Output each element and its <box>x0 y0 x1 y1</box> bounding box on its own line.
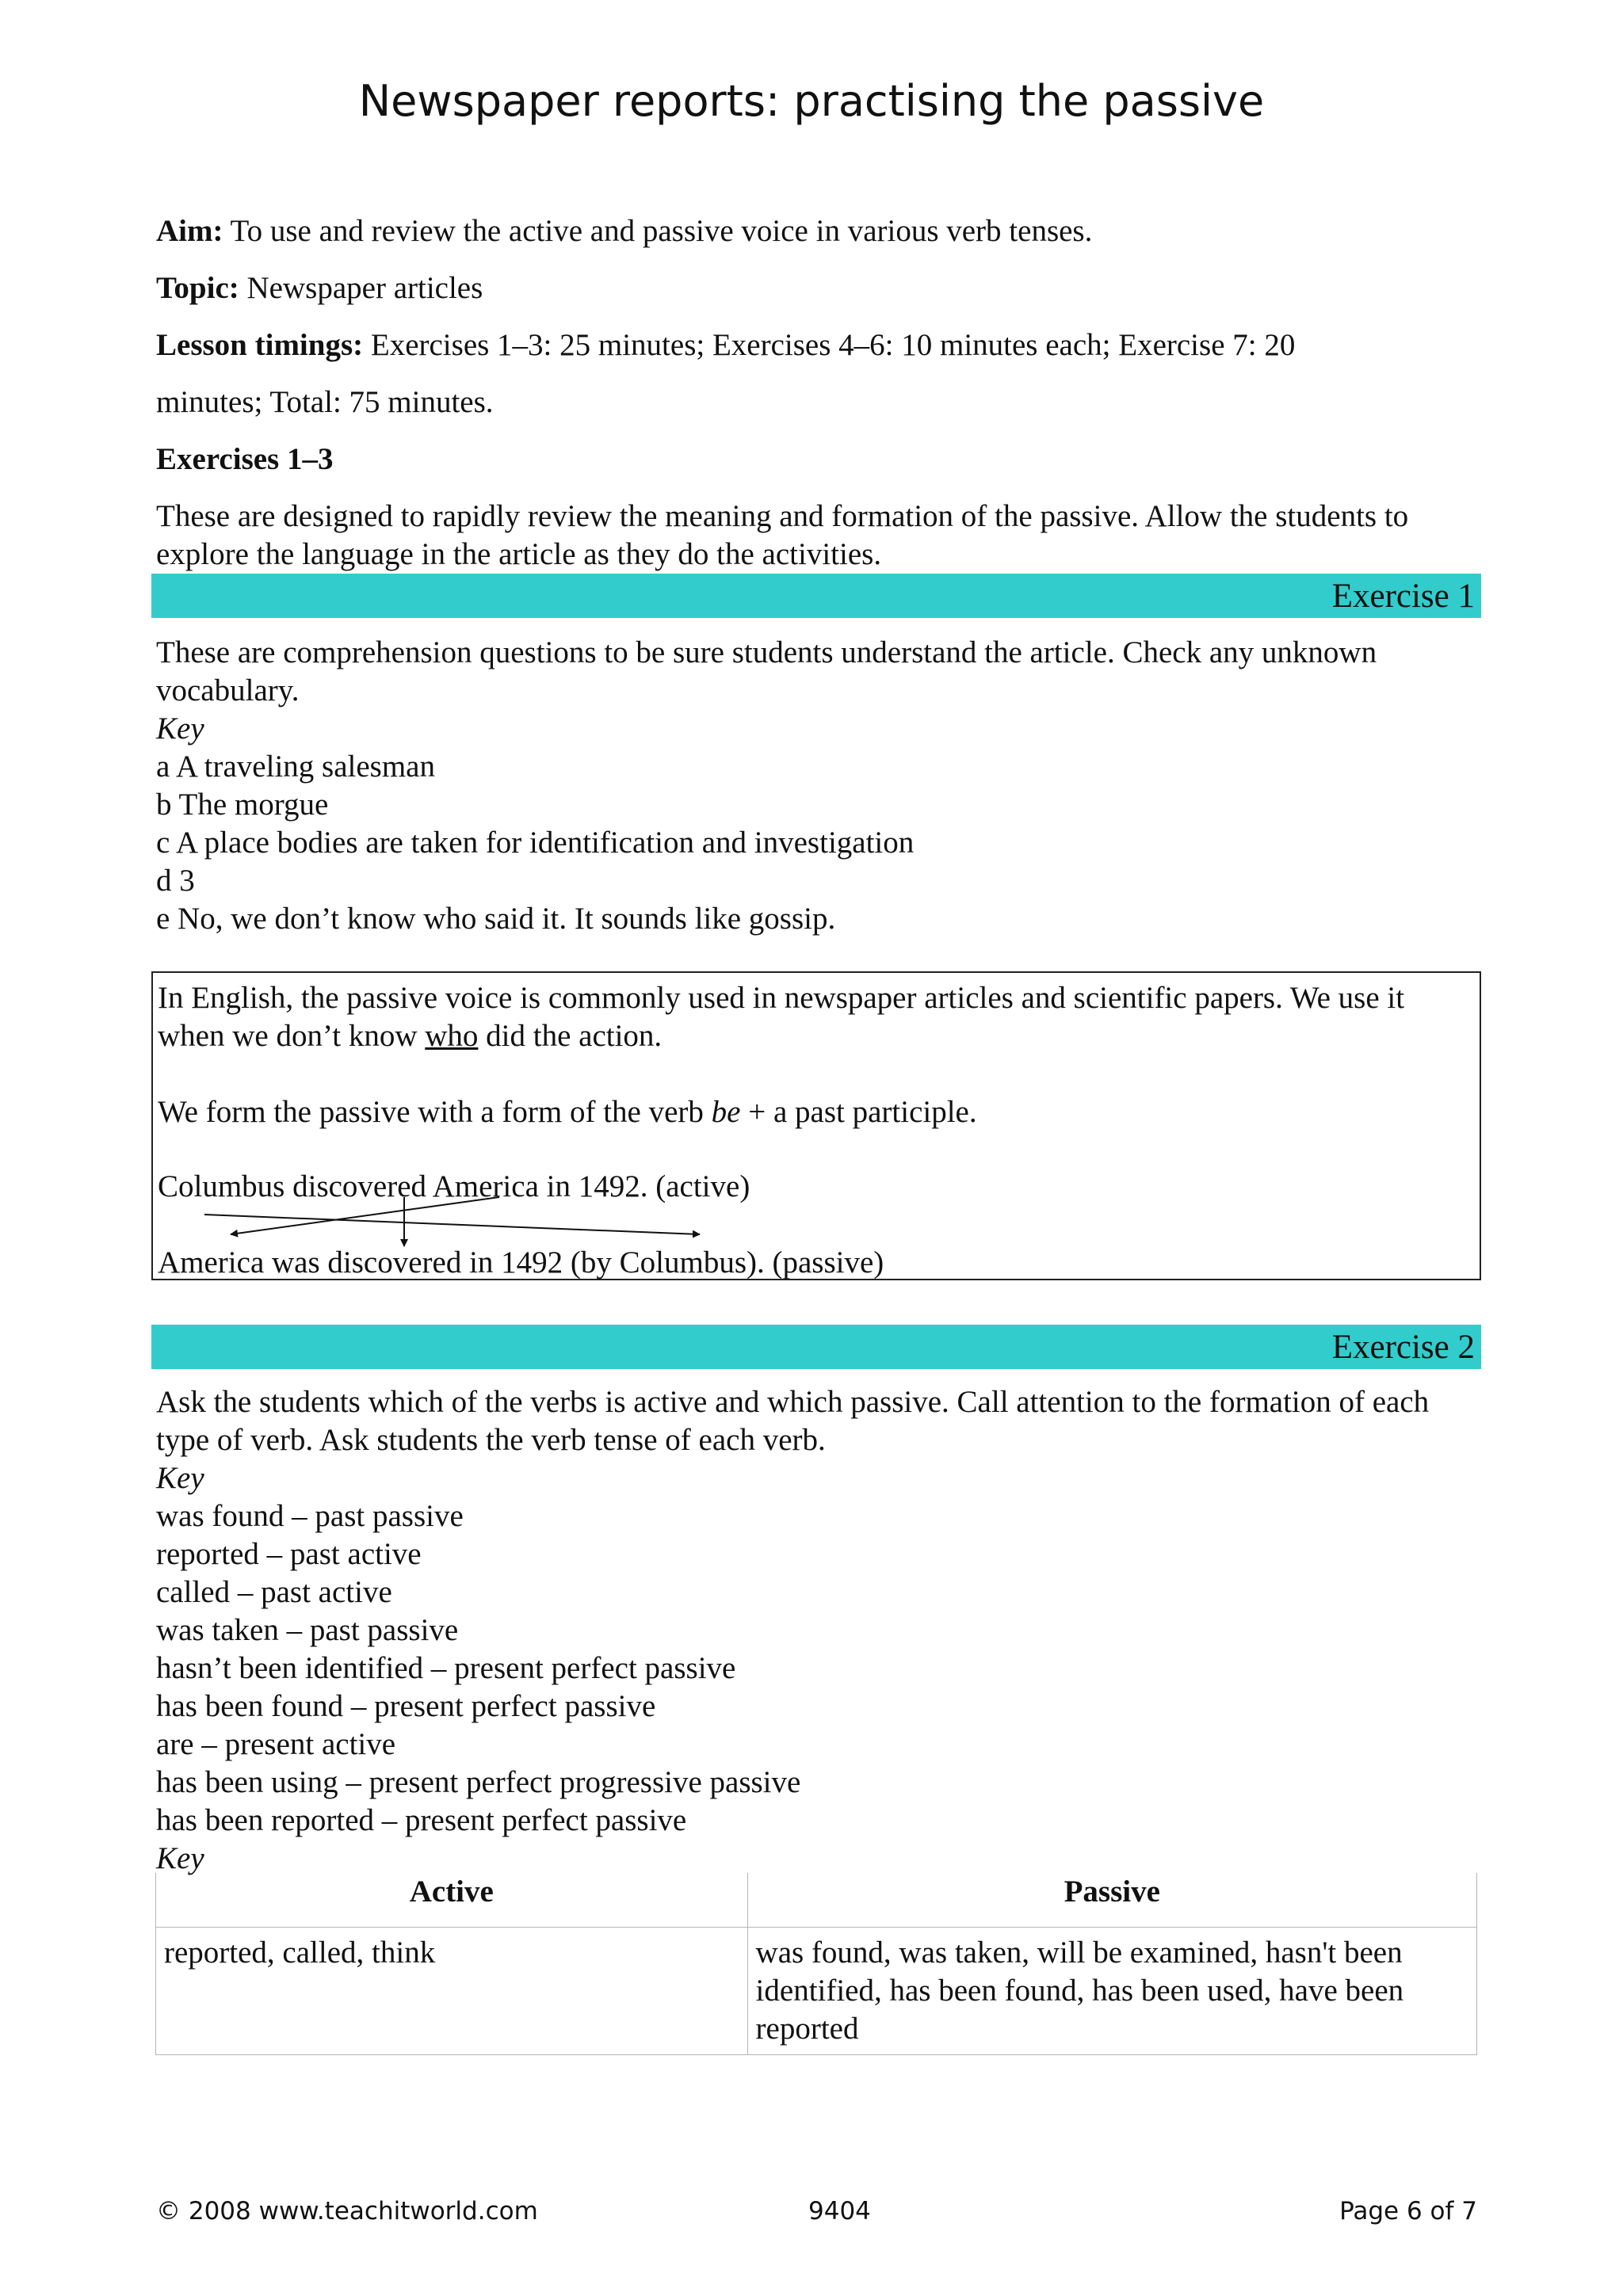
active-example: Columbus discovered America in 1492. (active) <box>158 1169 750 1203</box>
exercise-2-intro: Ask the students which of the verbs is active and which passive. Call attention to the formation of each type of verb. Ask students the verb tense of each verb. <box>156 1385 1430 1457</box>
exercises-1-3-heading-text: Exercises 1–3 <box>156 442 334 476</box>
exercise-2-answer: has been found – present perfect passive <box>156 1689 656 1723</box>
exercise-1-label: Exercise 1 <box>1331 578 1475 615</box>
passive-explanation-box <box>151 971 1481 1280</box>
topic-line <box>156 269 483 307</box>
exercise-2-answer: called – past active <box>156 1575 392 1609</box>
exercise-1-answer: c A place bodies are taken for identification and investigation <box>156 826 915 860</box>
table-header-row <box>156 1873 1477 1928</box>
table-row <box>156 1928 1477 2055</box>
exercise-1-intro: These are comprehension questions to be sure students understand the article. Check any unknown vocabulary. <box>156 635 1377 707</box>
exercise-2-answer: has been reported – present perfect passive <box>156 1803 687 1837</box>
active-passive-table <box>155 1873 1477 2055</box>
exercise-1-answer: b The morgue <box>156 788 329 822</box>
p1-underlined: who <box>425 1019 479 1053</box>
exercise-1-answer: d 3 <box>156 864 195 898</box>
p2-italic: be <box>711 1095 741 1129</box>
aim-text: To use and review the active and passive voice in various verb tenses. <box>223 214 1093 248</box>
exercise-1-key-label <box>156 710 204 748</box>
exercise-1-answer: a A traveling salesman <box>156 749 435 784</box>
table-header-passive: Passive <box>747 1873 1476 1928</box>
exercise-1-answer: e No, we don’t know who said it. It sounds like gossip. <box>156 902 836 936</box>
exercise-2-answer: has been using – present perfect progressive passive <box>156 1765 801 1799</box>
exercises-1-3-text: These are designed to rapidly review the meaning and formation of the passive. Allow the students to explore the language in the article as they do the activities. <box>156 499 1409 571</box>
exercise-2-answer: reported – past active <box>156 1537 422 1571</box>
aim-line <box>156 212 1092 250</box>
exercise-2-answer: was found – past passive <box>156 1499 464 1533</box>
exercise-2-key-label-2 <box>156 1840 204 1878</box>
exercise-2-answer: was taken – past passive <box>156 1613 459 1647</box>
p1-before: In English, the passive voice is commonly used in newspaper articles and scientific papers. We use it when we don’t know <box>158 981 1405 1053</box>
topic-text: Newspaper articles <box>239 271 483 305</box>
aim-label: Aim: <box>156 214 223 248</box>
key-label-text: Key <box>156 1841 204 1875</box>
footer-page-number: Page 6 of 7 <box>1339 2197 1477 2225</box>
exercise-2-label: Exercise 2 <box>1331 1329 1475 1366</box>
p1-after: did the action. <box>478 1019 663 1053</box>
p2-after: + a past participle. <box>740 1095 977 1129</box>
table-cell-active: reported, called, think <box>156 1928 748 2055</box>
footer-code: 9404 <box>808 2197 871 2225</box>
p2-before: We form the passive with a form of the verb <box>158 1095 712 1129</box>
key-label-text: Key <box>156 1461 204 1495</box>
transformation-arrows <box>153 973 1480 1279</box>
arrow-object-to-start <box>231 1197 499 1234</box>
topic-label: Topic: <box>156 271 239 305</box>
timings-label: Lesson timings: <box>156 328 364 362</box>
footer-copyright: © 2008 www.teachitworld.com <box>156 2197 538 2225</box>
exercise-2-banner <box>151 1325 1481 1369</box>
table-cell-passive: was found, was taken, will be examined, hasn't been identified, has been found, has been used, have been reported <box>747 1928 1476 2055</box>
timings-text: Exercises 1–3: 25 minutes; Exercises 4–6: 10 minutes each; Exercise 7: 20 <box>363 328 1296 362</box>
exercise-2-key-label <box>156 1459 204 1497</box>
exercise-2-answer: hasn’t been identified – present perfect passive <box>156 1651 736 1685</box>
page-title: Newspaper reports: practising the passive <box>358 76 1265 126</box>
passive-example: America was discovered in 1492 (by Columbus). (passive) <box>158 1245 884 1280</box>
exercise-1-banner <box>151 574 1481 618</box>
timings-line <box>156 326 1295 364</box>
exercise-2-answer: are – present active <box>156 1727 396 1761</box>
timings-line-2: minutes; Total: 75 minutes. <box>156 385 494 419</box>
arrow-subject-to-end <box>204 1215 700 1234</box>
exercises-1-3-heading <box>156 441 334 479</box>
key-label-text: Key <box>156 711 204 746</box>
table-header-active: Active <box>156 1873 748 1928</box>
